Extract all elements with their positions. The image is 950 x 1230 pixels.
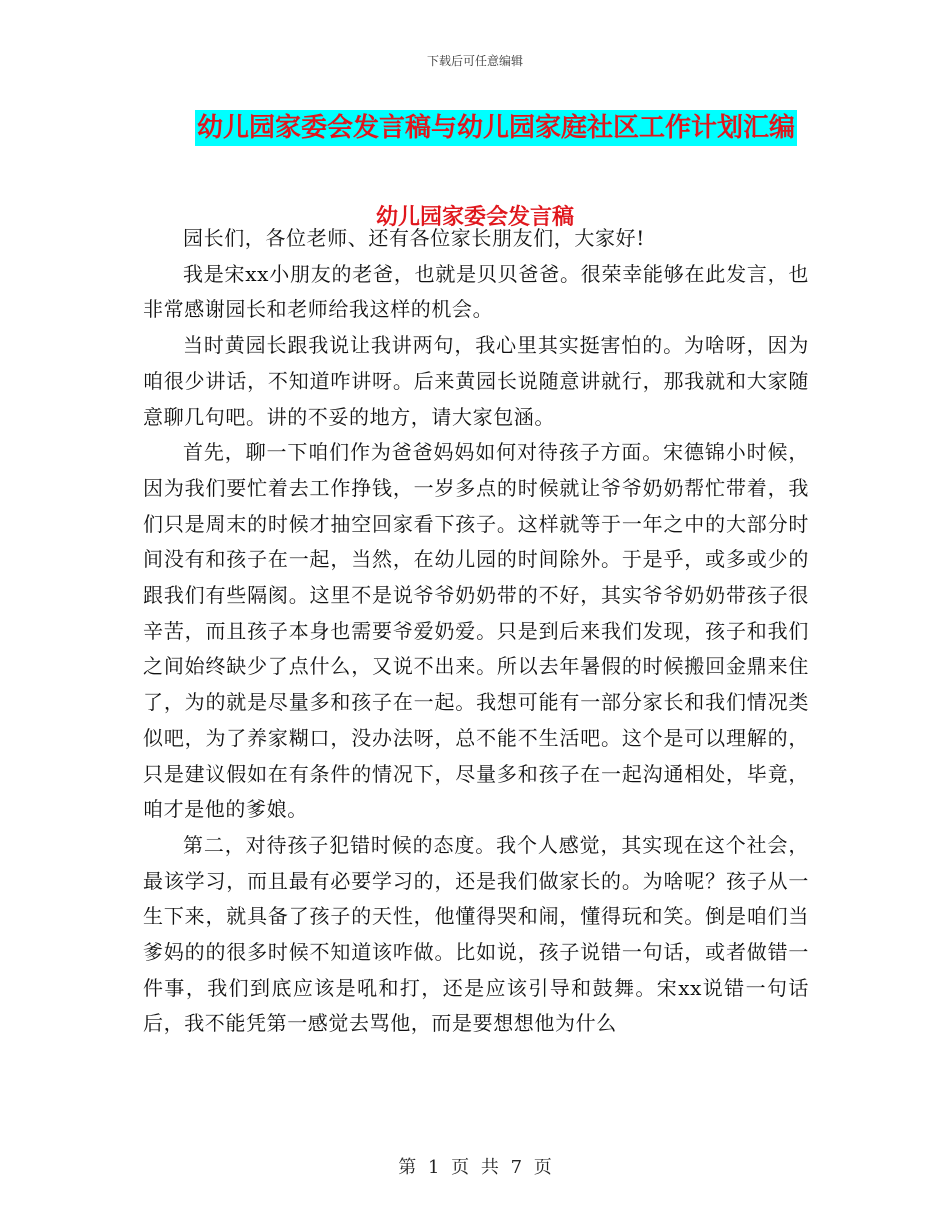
paragraph-intro: 我是宋xx小朋友的老爸，也就是贝贝爸爸。很荣幸能够在此发言，也非常感谢园长和老师给我这样的机会。 bbox=[143, 261, 809, 322]
page-number: 第 1 页 共 7 页 bbox=[398, 1157, 552, 1178]
section-title: 幼儿园家委会发言稿 bbox=[375, 204, 574, 230]
header-note: 下载后可任意编辑 bbox=[426, 54, 523, 68]
paragraph-first-point: 首先，聊一下咱们作为爸爸妈妈如何对待孩子方面。宋德锦小时候，因为我们要忙着去工作挣钱，一岁多点的时候就让爷爷奶奶帮忙带着，我们只是周末的时候才抽空回家看下孩子。这样就等于一年之中的大部分时间没有和孩子在一起，当然，在幼儿园的时间除外。于是乎，或多或少的跟我们有些隔阂。这里不是说爷爷奶奶带的不好，其实爷爷奶奶带孩子很辛苦，而且孩子本身也需要爷爱奶爱。只是到后来我们发现，孩子和我们之间始终缺少了点什么，又说不出来。所以去年暑假的时候搬回金鼎来住了，为的就是尽量多和孩子在一起。我想可能有一部分家长和我们情况类似吧，为了养家糊口，没办法呀，总不能不生活吧。这个是可以理解的，只是建议假如在有条件的情况下，尽量多和孩子在一起沟通相处，毕竟，咱才是他的爹娘。 bbox=[143, 440, 809, 822]
paragraph-greeting: 园长们，各位老师、还有各位家长朋友们，大家好! bbox=[183, 226, 645, 250]
paragraph-second-point: 第二，对待孩子犯错时候的态度。我个人感觉，其实现在这个社会，最该学习，而且最有必要学习的，还是我们做家长的。为啥呢？孩子从一生下来，就具备了孩子的天性，他懂得哭和闹，懂得玩和笑。倒是咱们当爹妈的的很多时候不知道该咋做。比如说，孩子说错一句话，或者做错一件事，我们到底应该是吼和打，还是应该引导和鼓舞。宋xx说错一句话后，我不能凭第一感觉去骂他，而是要想想他为什么 bbox=[143, 832, 809, 1036]
paragraph-opening: 当时黄园长跟我说让我讲两句，我心里其实挺害怕的。为啥呀，因为咱很少讲话，不知道咋讲呀。后来黄园长说随意讲就行，那我就和大家随意聊几句吧。讲的不妥的地方，请大家包涵。 bbox=[143, 333, 809, 429]
document-title: 幼儿园家委会发言稿与幼儿园家庭社区工作计划汇编 bbox=[195, 110, 797, 146]
document-body bbox=[143, 221, 809, 1042]
